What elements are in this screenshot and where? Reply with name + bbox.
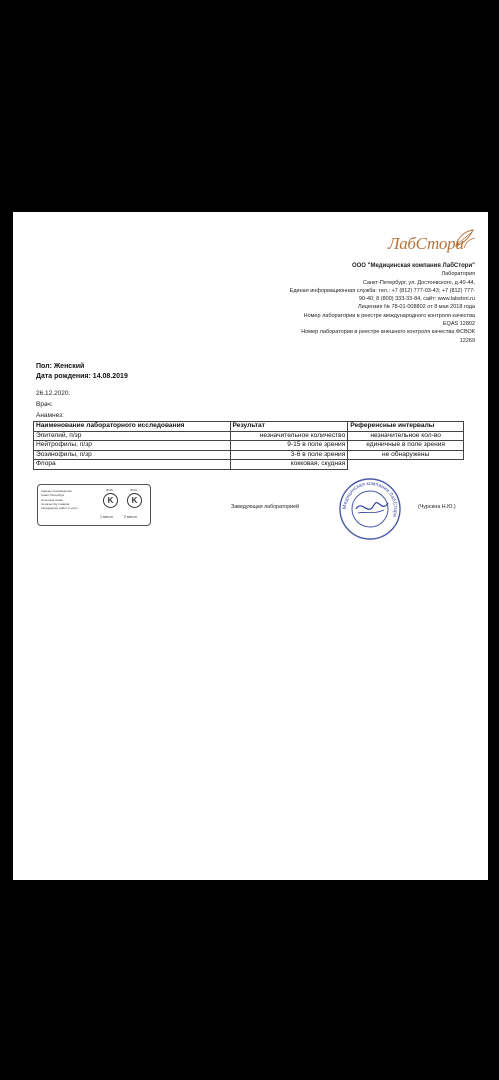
header-line: Лаборатория: [441, 271, 475, 278]
certificate-place: 1 место: [100, 515, 113, 519]
test-reference: единичные в поле зрения: [348, 441, 464, 451]
company-name: ООО "Медицинская компания ЛабСтори": [351, 263, 475, 269]
test-result: 3-6 в поле зрения: [230, 450, 348, 460]
header-line: Единая информационная служба: тел.: +7 (812) 777-03-43; +7 (812) 777-: [289, 287, 475, 294]
patient-birthdate: Дата рождения: 14.08.2019: [36, 373, 128, 380]
header-line: 90-40; 8 (800) 333-33-84, сайт: www.labstori.ru: [359, 296, 475, 303]
header-line: Номер лаборатории в реестре международного контроля качества: [303, 312, 475, 319]
test-name: Эозинофилы, п/зр: [34, 450, 231, 460]
document-page: [13, 212, 488, 880]
signature-label: Заведующая лабораторией: [231, 504, 299, 510]
results-table: [33, 421, 464, 470]
header-line: EQAS 12802: [442, 321, 475, 328]
report-date: 26.12.2020.: [36, 390, 71, 397]
certificate-place: 2 место: [124, 515, 137, 519]
anamnesis-field: Анамнез:: [36, 412, 64, 419]
test-reference: [348, 460, 464, 470]
stamp-ring-text: Медицинская компания ЛабСтори: [341, 480, 399, 518]
column-header: Результат: [230, 422, 348, 432]
test-result: незначительное количество: [230, 431, 348, 441]
certificate-year: 2015: [106, 488, 113, 492]
quality-mark-icon: K: [103, 493, 118, 508]
certificate-year: 2014: [130, 488, 137, 492]
lab-header: [175, 262, 475, 345]
header-line: Лицензия № 78-01-008802 от 8 мая 2018 года: [358, 304, 475, 311]
doctor-field: Врач:: [36, 401, 53, 408]
leaf-icon: [452, 228, 476, 250]
test-name: Флора: [34, 460, 231, 470]
header-line: 12269: [459, 337, 475, 344]
test-name: Нейтрофилы, п/зр: [34, 441, 231, 451]
table-row: [34, 460, 464, 470]
certificate-text: лидеры производства Санкт-Петербург почетные знаки по качеству товаров (продукции), работ и услуг: [41, 489, 78, 511]
patient-sex: Пол: Женский: [36, 363, 85, 370]
header-line: Санкт-Петербург, ул. Достоевского, д.40-44,: [362, 279, 475, 286]
company-logo: ЛабСтори: [388, 228, 478, 258]
table-row: [34, 431, 464, 441]
header-line: Номер лаборатории в реестре внешнего контроля качества ФСВОК: [301, 329, 475, 336]
patient-info: [36, 362, 128, 382]
column-header: Референсные интервалы: [348, 422, 464, 432]
quality-certificate: [37, 484, 151, 526]
test-result: 9-15 в поле зрения: [230, 441, 348, 451]
table-row: [34, 441, 464, 451]
signatory-name: (Чурсина Н.Ю.): [418, 504, 456, 510]
lab-stamp-icon: [338, 477, 402, 541]
test-reference: незначительное кол-во: [348, 431, 464, 441]
table-header-row: [34, 422, 464, 432]
test-result: кокковая, скудная: [230, 460, 348, 470]
table-row: [34, 450, 464, 460]
column-header: Наименование лабораторного исследования: [34, 422, 231, 432]
test-name: Эпителий, п/зр: [34, 431, 231, 441]
test-reference: не обнаружены: [348, 450, 464, 460]
quality-mark-icon: K: [127, 493, 142, 508]
